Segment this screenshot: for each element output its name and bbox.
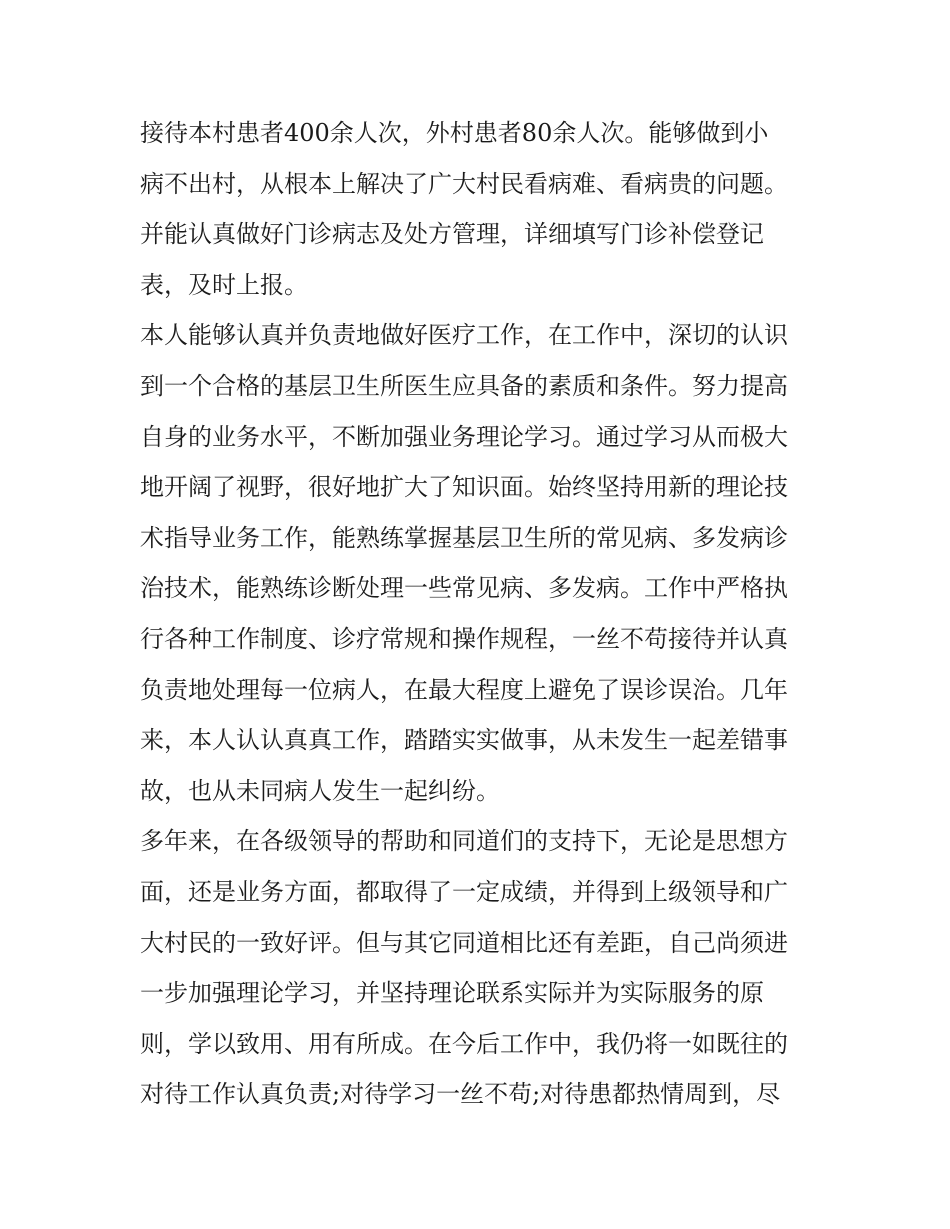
body-text xyxy=(140,108,820,1120)
text-line: 接待本村患者400余人次，外村患者80余人次。能够做到小 xyxy=(140,119,769,147)
text-line: 术指导业务工作，能熟练掌握基层卫生所的常见病、多发病诊 xyxy=(140,523,788,552)
text-line: 自身的业务水平，不断加强业务理论学习。通过学习从而极大 xyxy=(140,422,788,451)
text-line: 地开阔了视野，很好地扩大了知识面。始终坚持用新的理论技 xyxy=(140,473,788,502)
text-line: 一步加强理论学习，并坚持理论联系实际并为实际服务的原 xyxy=(140,979,764,1008)
text-line: 负责地处理每一位病人，在最大程度上避免了误诊误治。几年 xyxy=(140,675,788,704)
text-line: 则，学以致用、用有所成。在今后工作中，我仍将一如既往的 xyxy=(140,1029,788,1058)
text-line: 治技术，能熟练诊断处理一些常见病、多发病。工作中严格执 xyxy=(140,574,788,603)
text-line: 到一个合格的基层卫生所医生应具备的素质和条件。努力提高 xyxy=(140,371,788,400)
text-line: 表，及时上报。 xyxy=(140,270,308,299)
text-line: 大村民的一致好评。但与其它同道相比还有差距，自己尚须进 xyxy=(140,928,788,957)
text-line: 对待工作认真负责;对待学习一丝不苟;对待患都热情周到，尽 xyxy=(140,1080,781,1109)
text-line: 面，还是业务方面，都取得了一定成绩，并得到上级领导和广 xyxy=(140,877,788,906)
text-line: 来，本人认认真真工作，踏踏实实做事，从未发生一起差错事 xyxy=(140,726,788,755)
text-line: 多年来，在各级领导的帮助和同道们的支持下，无论是思想方 xyxy=(140,827,788,856)
text-line: 本人能够认真并负责地做好医疗工作，在工作中，深切的认识 xyxy=(140,321,788,350)
text-line: 故，也从未同病人发生一起纠纷。 xyxy=(140,776,500,805)
text-line: 行各种工作制度、诊疗常规和操作规程，一丝不苟接待并认真 xyxy=(140,624,788,653)
text-line: 病不出村，从根本上解决了广大村民看病难、看病贵的问题。 xyxy=(140,169,788,198)
text-line: 并能认真做好门诊病志及处方管理，详细填写门诊补偿登记 xyxy=(140,220,764,249)
